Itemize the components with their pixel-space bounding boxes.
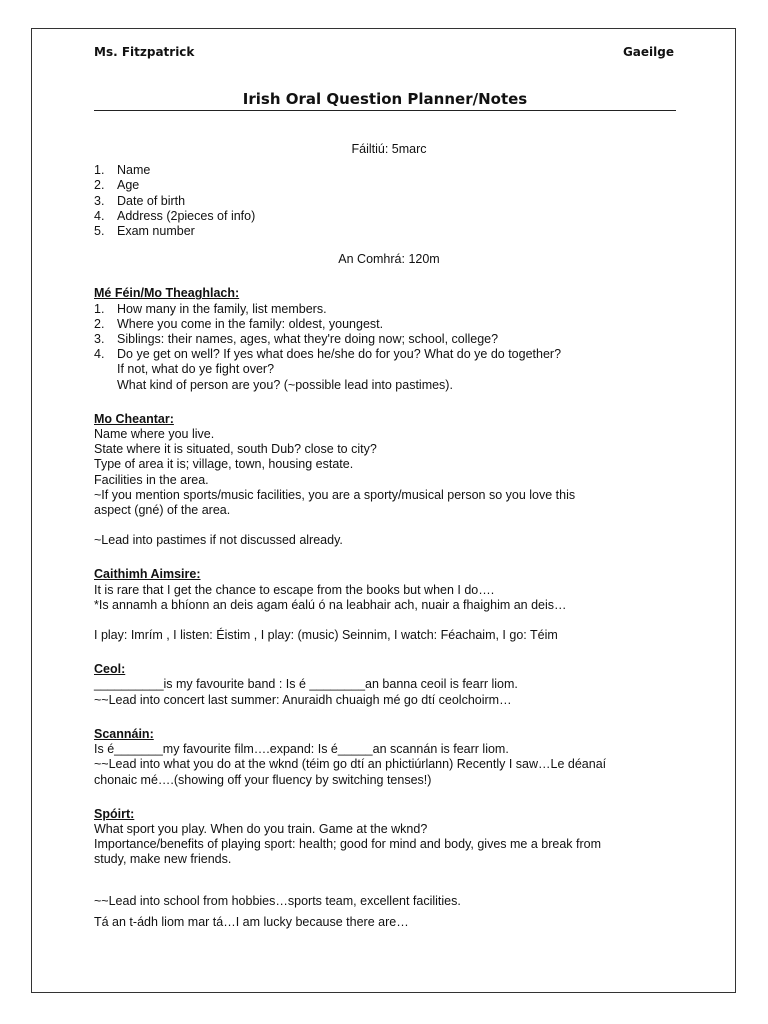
document-body	[94, 142, 684, 930]
teacher-name: Ms. Fitzpatrick	[94, 45, 195, 59]
title-rule	[94, 110, 676, 111]
document-title: Irish Oral Question Planner/Notes	[242, 90, 528, 108]
cheantar-lead: ~Lead into pastimes if not discussed already.	[94, 533, 343, 548]
cheantar-line: aspect (gné) of the area.	[94, 503, 231, 518]
cheantar-heading: Mo Cheantar:	[94, 411, 174, 426]
caithimh-play: I play: Imrím , I listen: Éistim , I play: (music) Seinnim, I watch: Féachaim, I go: Téim	[94, 628, 558, 643]
scannain-line: Is é_______my favourite film….expand: Is é_____an scannán is fearr liom.	[94, 742, 509, 757]
spoirt-heading: Spóirt:	[94, 806, 135, 821]
list-item: 3. Date of birth	[94, 193, 186, 208]
me-fein-continuation: If not, what do ye fight over?	[117, 362, 275, 377]
list-item: 1. Name	[94, 163, 151, 178]
spoirt-line: What sport you play. When do you train. Game at the wknd?	[94, 821, 428, 836]
comhra-heading: An Comhrá: 120m	[338, 252, 440, 267]
list-item: 2. Where you come in the family: oldest, youngest.	[94, 316, 384, 331]
spoirt-lead: ~~Lead into school from hobbies…sports team, excellent facilities.	[94, 893, 461, 908]
failtiu-list	[94, 163, 684, 239]
scannain-line: ~~Lead into what you do at the wknd (téim go dtí an phictiúrlann) Recently I saw…Le déanaí	[94, 757, 607, 772]
ceol-line: ~~Lead into concert last summer: Anuraidh chuaigh mé go dtí ceolchoirm…	[94, 692, 512, 707]
spoirt-lucky: Tá an t-ádh liom mar tá…I am lucky because there are…	[94, 914, 409, 929]
scannain-line: chonaic mé….(showing off your fluency by switching tenses!)	[94, 772, 432, 787]
spoirt-line: study, make new friends.	[94, 852, 232, 867]
list-item: 1. How many in the family, list members.	[94, 301, 327, 316]
cheantar-line: ~If you mention sports/music facilities, you are a sporty/musical person so you love this	[94, 487, 576, 502]
cheantar-line: Type of area it is; village, town, housing estate.	[94, 457, 354, 472]
cheantar-line: Facilities in the area.	[94, 472, 209, 487]
list-item: 5. Exam number	[94, 224, 195, 239]
me-fein-list	[94, 302, 684, 363]
document-page	[31, 28, 736, 993]
ceol-heading: Ceol:	[94, 662, 126, 677]
list-item: 3. Siblings: their names, ages, what they're doing now; school, college?	[94, 332, 499, 347]
list-item: 2. Age	[94, 178, 140, 193]
scannain-heading: Scannáin:	[94, 726, 154, 741]
cheantar-line: State where it is situated, south Dub? close to city?	[94, 442, 377, 457]
ceol-line: __________is my favourite band : Is é ________an banna ceoil is fearr liom.	[94, 677, 518, 692]
cheantar-line: Name where you live.	[94, 427, 215, 442]
caithimh-line: It is rare that I get the chance to escape from the books but when I do….	[94, 582, 495, 597]
me-fein-heading: Mé Féin/Mo Theaghlach:	[94, 286, 240, 301]
caithimh-heading: Caithimh Aimsire:	[94, 567, 201, 582]
list-item: 4. Address (2pieces of info)	[94, 208, 256, 223]
caithimh-line: *Is annamh a bhíonn an deis agam éalú ó na leabhair ach, nuair a fhaighim an deis…	[94, 597, 567, 612]
me-fein-continuation: What kind of person are you? (~possible lead into pastimes).	[117, 377, 453, 392]
subject-name: Gaeilge	[622, 45, 674, 59]
list-item: 4. Do ye get on well? If yes what does he/she do for you? What do ye do together?	[94, 347, 562, 362]
failtiu-heading: Fáiltiú: 5marc	[351, 142, 427, 156]
spoirt-line: Importance/benefits of playing sport: health; good for mind and body, gives me a break from	[94, 837, 601, 852]
